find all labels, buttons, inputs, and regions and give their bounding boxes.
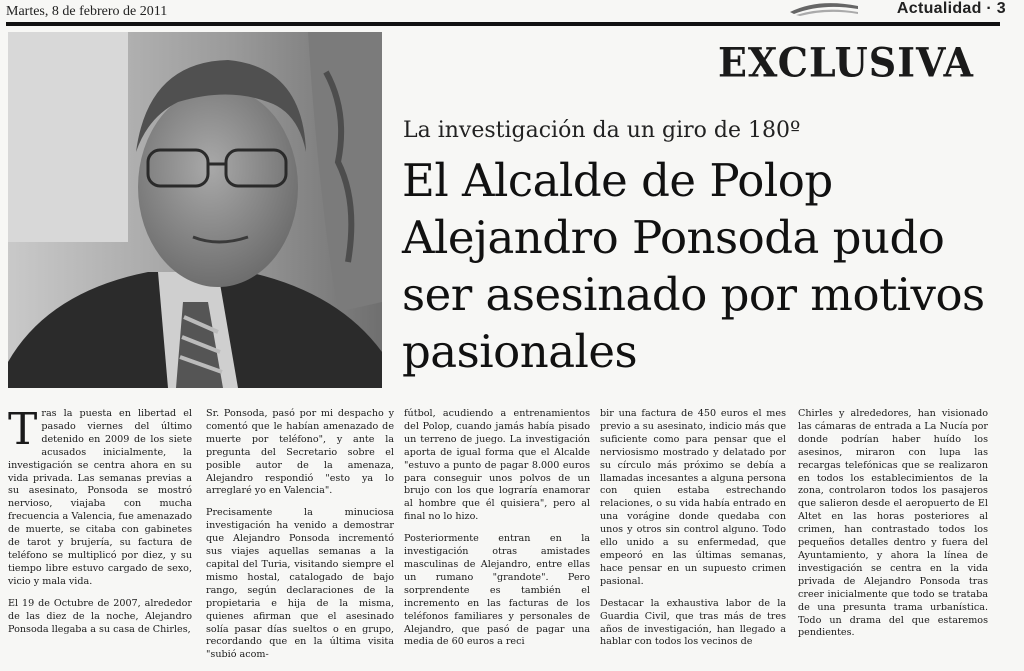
headline: El Alcalde de Polop Alejandro Ponsoda pudo ser asesinado por motivos pasionales	[402, 154, 985, 378]
newspaper-logo-icon	[788, 0, 860, 16]
article-photo	[8, 32, 382, 388]
portrait-photo-icon	[8, 32, 382, 388]
kicker: La investigación da un giro de 180º	[403, 118, 801, 143]
paragraph: El 19 de Octubre de 2007, alrededor de las diez de la noche, Alejandro Ponsoda llegaba a su casa de Chirles,	[8, 597, 192, 635]
column-5	[798, 408, 988, 649]
paragraph: Posteriormente entran en la investigación otras amistades masculinas de Alejandro, entre ellas un rumano "grandote". Pero sorprendente es también el incremento en las facturas de los teléfonos familiares y personales de Alejandro, que pasó de pagar una media de 60 euros a reci	[404, 533, 590, 648]
dropcap: T	[8, 404, 38, 455]
article-body	[8, 404, 1012, 661]
paragraph: bir una factura de 450 euros el mes previo a su asesinato, indicio más que suficiente como para pensar que el nerviosismo mostrado y delatado por su círculo más próximo se debía a llamadas incesantes a alguna persona con quien estaba estrechando relaciones, o su vida había entrado en una vorágine donde quedaba con unos y otros sin control alguno. Todo ello unido a su enfermedad, que empeoró en las últimas semanas, hace pensar en un supuesto crimen pasional.	[600, 408, 786, 587]
column-3	[404, 408, 590, 658]
paragraph: fútbol, acudiendo a entrenamientos del Polop, cuando jamás había pisado un terreno de juego. La investigación aporta de igual forma que el Alcalde "estuvo a punto de pagar 8.000 euros para conseguir unos polvos de un brujo con los que lograría enamorar al hombre que él quisiera", pero al final no lo hizo.	[404, 408, 590, 523]
paragraph: Destacar la exhaustiva labor de la Guardia Civil, que tras más de tres años de investigación, han llegado a hablar con todos los vecinos de	[600, 597, 786, 648]
column-4	[600, 408, 786, 658]
paragraph: Precisamente la minuciosa investigación ha venido a demostrar que Alejandro Ponsoda incrementó sus viajes aquellas semanas a la capital del Turia, visitando siempre el mismo hostal, catalogado de bajo rango, según declaraciones de la propietaria e hija de la misma, quienes afirman que el asesinado solía pasar días sueltos o en grupo, recordando que en la última visita "subió acom-	[206, 507, 394, 661]
header-rule	[6, 22, 1000, 26]
section-label: EXCLUSIVA	[717, 38, 974, 87]
column-2	[206, 408, 394, 671]
paragraph: Sr. Ponsoda, pasó por mi despacho y comentó que le habían amenazado de muerte por teléfono", y ante la pregunta del Secretario sobre el posible autor de la amenaza, Alejandro respondió "esto ya lo arreglaré yo en Valencia".	[206, 408, 394, 497]
header-date: Martes, 8 de febrero de 2011	[6, 4, 168, 19]
paragraph: Tras la puesta en libertad el pasado viernes del último detenido en 2009 de los siete acusados inicialmente, la investigación se centra ahora en su vida privada. Las semanas previas a su asesinato, Ponsoda se mostró nervioso, viajaba con mucha frecuencia a Valencia, fue amenazado de muerte, se citaba con gabinetes de tarot y brujería, su factura de teléfono se multiplicó por diez, y su tiempo libre estuvo cargado de sexo, vicio y mala vida.	[8, 404, 192, 587]
paragraph: Chirles y alrededores, han visionado las cámaras de entrada a La Nucía por donde podrían haber huído los asesinos, miraron con lupa las recargas telefónicas que se realizaron en todos los establecimientos de la zona, controlaron todos los pasajeros que salieron desde el aeropuerto de El Altet en las horas posteriores al crimen, han contrastado todos los pequeños detalles dentro y fuera del Ayuntamiento, y ahora la línea de investigación se centra en la vida privada de Alejandro Ponsoda tras creer inicialmente que todo se trataba de una presunta trama urbanística. Todo un drama del que estaremos pendientes.	[798, 408, 988, 639]
section-header: Actualidad · 3	[896, 0, 1006, 17]
column-1	[8, 404, 192, 645]
